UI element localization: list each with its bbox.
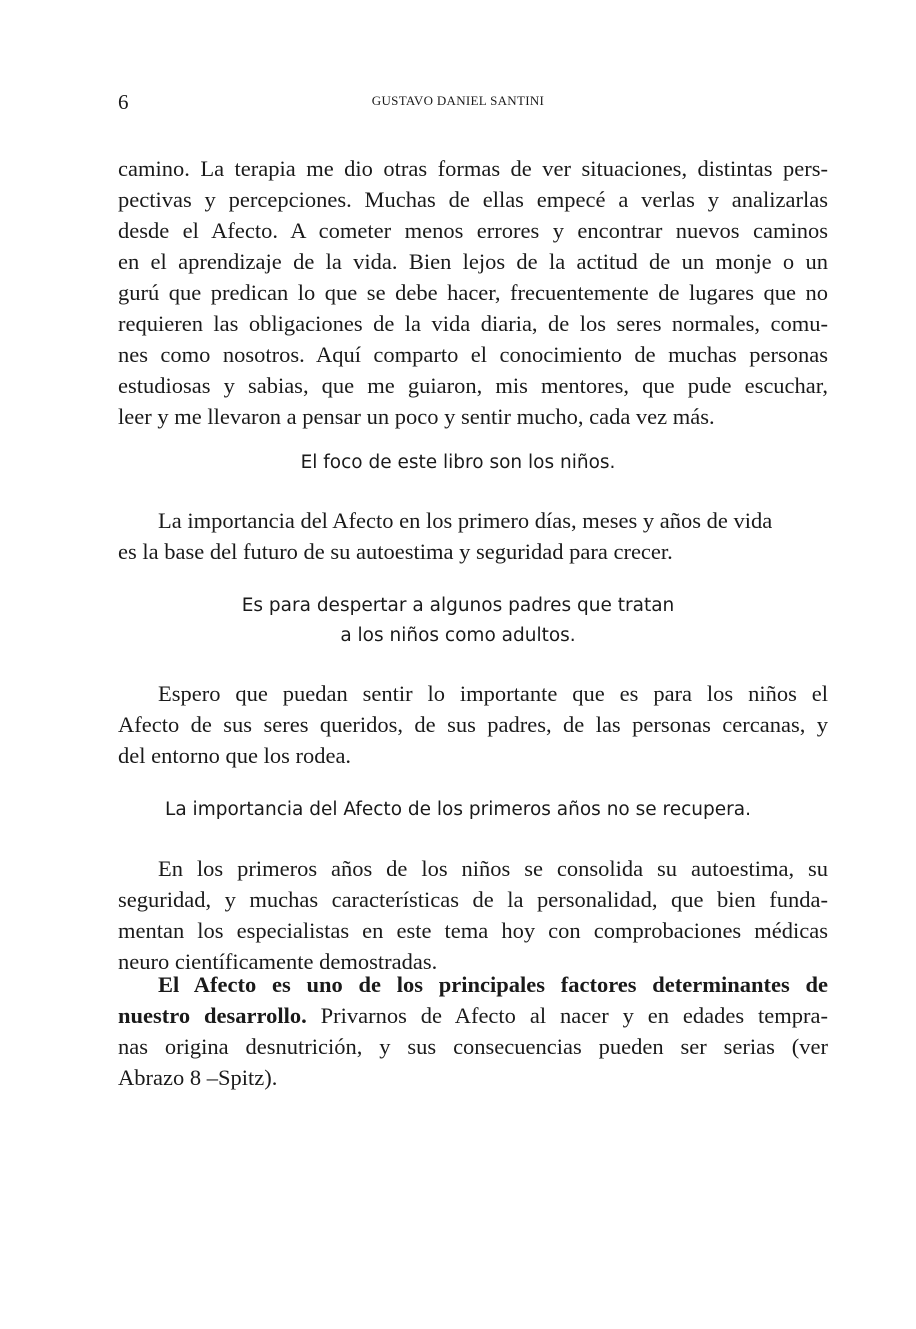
text-line: Afecto de sus seres queridos, de sus padres, de las personas cercanas, y: [118, 712, 828, 737]
highlight-statement-2: [0, 591, 916, 651]
text-line: nes como nosotros. Aquí comparto el conocimiento de muchas personas: [118, 342, 828, 367]
text-line: Abrazo 8 –Spitz).: [118, 1065, 278, 1090]
text-line: En los primeros años de los niños se consolida su autoestima, su: [158, 856, 828, 881]
paragraph-1: [118, 153, 828, 432]
text-line: [118, 1000, 828, 1031]
highlight-statement-3: [0, 795, 916, 825]
highlight-line: La importancia del Afecto de los primeros años no se recupera.: [165, 799, 751, 820]
text-line: mentan los especialistas en este tema hoy con comprobaciones médicas: [118, 918, 828, 943]
bold-statement: nuestro desarrollo.: [118, 1003, 307, 1028]
paragraph-3: [118, 678, 828, 771]
page-number: 6: [118, 90, 129, 114]
paragraph-5: [118, 969, 828, 1093]
text-line: en el aprendizaje de la vida. Bien lejos de la actitud de un monje o un: [118, 249, 828, 274]
text-line: leer y me llevaron a pensar un poco y sentir mucho, cada vez más.: [118, 404, 715, 429]
running-head: GUSTAVO DANIEL SANTINI: [371, 93, 545, 108]
text-line: pectivas y percepciones. Muchas de ellas empecé a verlas y analizarlas: [118, 187, 828, 212]
text-line: es la base del futuro de su autoestima y seguridad para crecer.: [118, 539, 673, 564]
paragraph-2: [118, 505, 828, 567]
text-line: [118, 969, 828, 1000]
highlight-line: a los niños como adultos.: [340, 625, 576, 646]
text-line: neuro científicamente demostradas.: [118, 949, 438, 974]
highlight-line: Es para despertar a algunos padres que tratan: [241, 595, 675, 616]
highlight-statement-1: [0, 448, 916, 478]
highlight-line: El foco de este libro son los niños.: [300, 452, 616, 473]
text-line: La importancia del Afecto en los primero días, meses y años de vida: [158, 508, 773, 533]
text-line: Espero que puedan sentir lo importante que es para los niños el: [158, 681, 828, 706]
text-line: camino. La terapia me dio otras formas de ver situaciones, distintas pers-: [118, 156, 828, 181]
text-line: estudiosas y sabias, que me guiaron, mis mentores, que pude escuchar,: [118, 373, 828, 398]
text-line: desde el Afecto. A cometer menos errores y encontrar nuevos caminos: [118, 218, 828, 243]
text-line: del entorno que los rodea.: [118, 743, 352, 768]
bold-statement: El Afecto es uno de los principales factores determinantes de: [158, 972, 828, 997]
text-line: nas origina desnutrición, y sus consecuencias pueden ser serias (ver: [118, 1034, 828, 1059]
text-line: seguridad, y muchas características de la personalidad, que bien funda-: [118, 887, 828, 912]
paragraph-4: [118, 853, 828, 977]
text-line: gurú que predican lo que se debe hacer, frecuentemente de lugares que no: [118, 280, 828, 305]
text-span: Privarnos de Afecto al nacer y en edades tempra-: [306, 1003, 829, 1028]
text-line: requieren las obligaciones de la vida diaria, de los seres normales, comu-: [118, 311, 828, 336]
